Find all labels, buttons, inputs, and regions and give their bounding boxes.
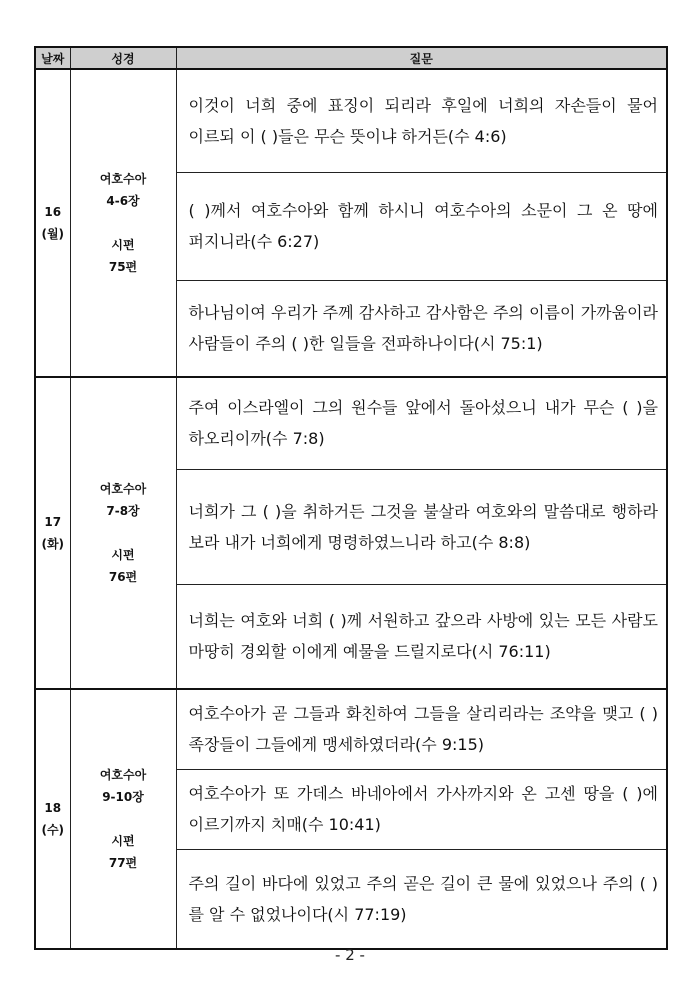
weekday: (월) <box>41 227 65 241</box>
question-cell: 이것이 너희 중에 표징이 되리라 후일에 너희의 자손들이 물어 이르되 이 ( )들은 무슨 뜻이냐 하거든(수 4:6) <box>176 69 667 172</box>
bible-cell <box>70 69 176 377</box>
question-cell: 너희가 그 ( )을 취하거든 그것을 불살라 여호와의 말씀대로 행하라 보라 내가 너희에게 명령하였느니라 하고(수 8:8) <box>176 469 667 584</box>
day-number: 18 <box>44 801 62 815</box>
question-cell: 주여 이스라엘이 그의 원수들 앞에서 돌아섰으니 내가 무슨 ( )을 하오리이까(수 7:8) <box>176 377 667 469</box>
chapter-range: 9-10장 <box>102 790 144 804</box>
date-cell <box>35 69 70 377</box>
chapter-range: 77편 <box>108 856 138 870</box>
question-cell: 여호수아가 곧 그들과 화친하여 그들을 살리리라는 조약을 맺고 ( ) 족장들이 그들에게 맹세하였더라(수 9:15) <box>176 689 667 769</box>
chapter-range: 7-8장 <box>106 504 140 518</box>
weekday: (화) <box>41 537 65 551</box>
date-cell <box>35 689 70 949</box>
weekday: (수) <box>41 823 65 837</box>
quiz-table <box>34 46 668 950</box>
bible-cell <box>70 689 176 949</box>
header-question: 질문 <box>176 47 667 69</box>
page-number: - 2 - <box>335 946 365 964</box>
chapter-range: 76편 <box>108 570 138 584</box>
date-cell <box>35 377 70 689</box>
book-name: 여호수아 <box>99 768 147 782</box>
book-name: 여호수아 <box>99 482 147 496</box>
day-number: 17 <box>44 515 62 529</box>
book-name: 시편 <box>111 548 135 562</box>
header-date: 날짜 <box>35 47 70 69</box>
table-row <box>35 69 667 172</box>
question-cell: 하나님이여 우리가 주께 감사하고 감사함은 주의 이름이 가까움이라 사람들이 주의 ( )한 일들을 전파하나이다(시 75:1) <box>176 280 667 377</box>
chapter-range: 75편 <box>108 260 138 274</box>
chapter-range: 4-6장 <box>106 194 140 208</box>
bible-cell <box>70 377 176 689</box>
book-name: 시편 <box>111 834 135 848</box>
table-header-row <box>35 47 667 69</box>
question-cell: 여호수아가 또 가데스 바네아에서 가사까지와 온 고센 땅을 ( )에 이르기까지 치매(수 10:41) <box>176 769 667 849</box>
question-cell: ( )께서 여호수아와 함께 하시니 여호수아의 소문이 그 온 땅에 퍼지니라(수 6:27) <box>176 172 667 280</box>
book-name: 여호수아 <box>99 172 147 186</box>
question-cell: 너희는 여호와 너희 ( )께 서원하고 갚으라 사방에 있는 모든 사람도 마땅히 경외할 이에게 예물을 드릴지로다(시 76:11) <box>176 584 667 689</box>
day-number: 16 <box>44 205 62 219</box>
book-name: 시편 <box>111 238 135 252</box>
header-bible: 성경 <box>70 47 176 69</box>
table-row <box>35 377 667 469</box>
question-cell: 주의 길이 바다에 있었고 주의 곧은 길이 큰 물에 있었으나 주의 ( )를 알 수 없었나이다(시 77:19) <box>176 849 667 949</box>
table-row <box>35 689 667 769</box>
